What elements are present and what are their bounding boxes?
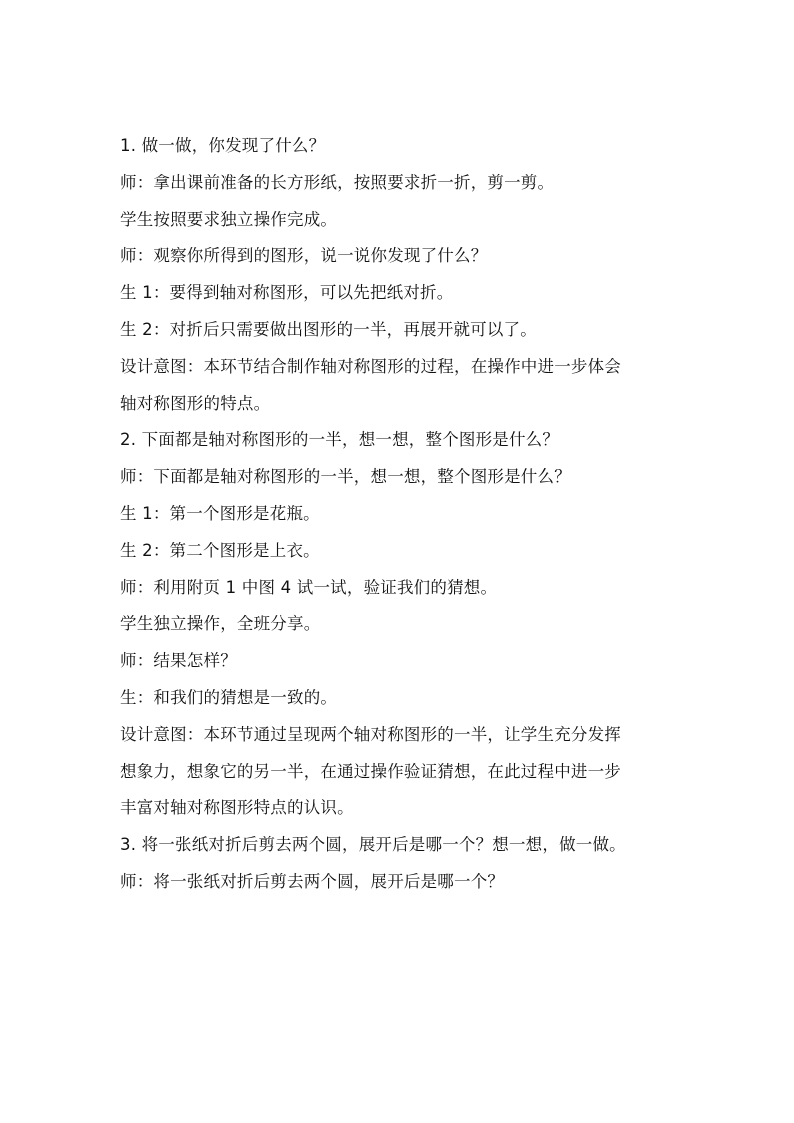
paragraph: 师：将一张纸对折后剪去两个圆，展开后是哪一个？ [120,871,505,891]
paragraph: 师：观察你所得到的图形，说一说你发现了什么？ [120,246,488,266]
paragraph: 师：拿出课前准备的长方形纸，按照要求折一折，剪一剪。 [120,172,555,192]
heading-2: 2. 下面都是轴对称图形的一半，想一想，整个图形是什么？ [120,430,560,450]
paragraph: 生：和我们的猜想是一致的。 [120,687,338,707]
design-intent-continued: 轴对称图形的特点。 [120,393,271,413]
paragraph: 生 1：第一个图形是花瓶。 [120,503,320,523]
paragraph: 师：利用附页 1 中图 4 试一试，验证我们的猜想。 [120,577,498,597]
design-intent: 设计意图：本环节通过呈现两个轴对称图形的一半，让学生充分发挥 [120,724,621,744]
heading-3: 3. 将一张纸对折后剪去两个圆，展开后是哪一个？想一想，做一做。 [120,835,626,855]
paragraph: 生 1：要得到轴对称图形，可以先把纸对折。 [120,283,454,303]
design-intent-continued: 丰富对轴对称图形特点的认识。 [120,798,354,818]
heading-1: 1. 做一做，你发现了什么？ [120,136,326,155]
paragraph: 师：下面都是轴对称图形的一半，想一想，整个图形是什么？ [120,467,571,487]
design-intent: 设计意图：本环节结合制作轴对称图形的过程，在操作中进一步体会 [120,356,621,376]
design-intent-continued: 想象力，想象它的另一半，在通过操作验证猜想，在此过程中进一步 [120,761,621,781]
paragraph: 师：结果怎样？ [120,651,237,671]
paragraph: 学生独立操作，全班分享。 [120,614,321,634]
paragraph: 学生按照要求独立操作完成。 [120,209,338,229]
paragraph: 生 2：第二个图形是上衣。 [120,540,320,560]
document-body [120,128,710,901]
paragraph: 生 2：对折后只需要做出图形的一半，再展开就可以了。 [120,319,537,339]
